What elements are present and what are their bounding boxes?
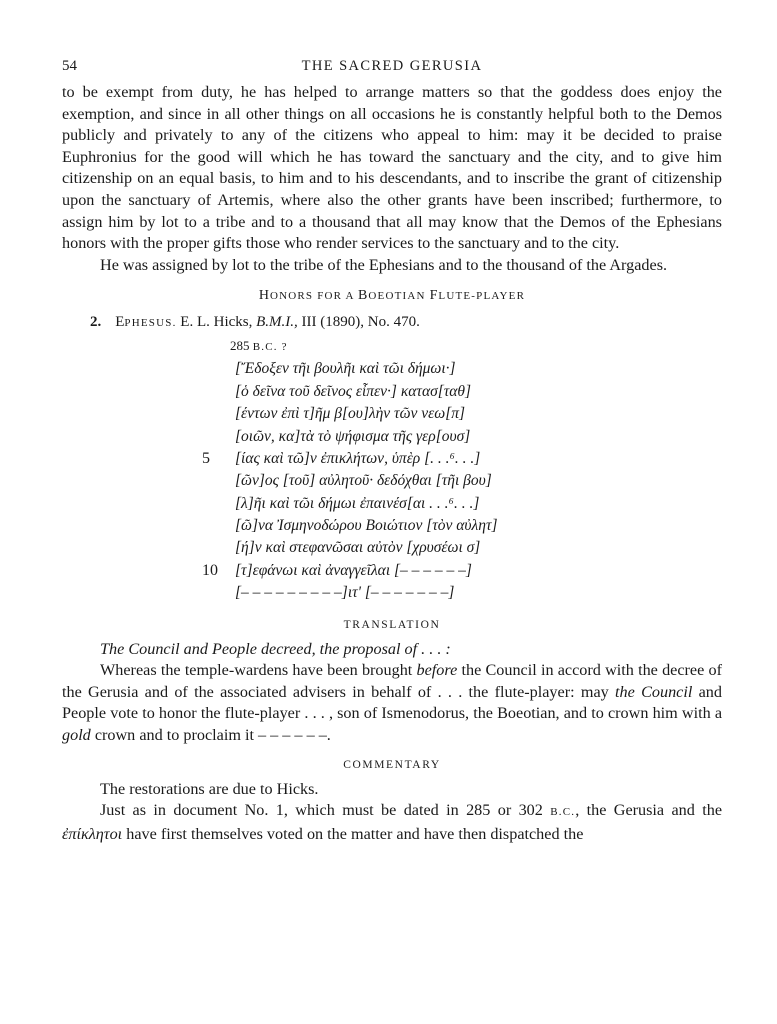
line-number: 5 bbox=[202, 449, 210, 467]
greek-text: [έντων ἐπὶ τ]ῆμ β[ου]λὴν τῶν νεω[π] bbox=[235, 405, 466, 423]
translation-paragraph bbox=[62, 660, 722, 746]
translation-text-d: crown and to proclaim it – – – – – –. bbox=[90, 726, 331, 745]
section-heading-initial-b: B bbox=[358, 288, 369, 304]
commentary-greek-term: ἐπίκλητοι bbox=[62, 824, 123, 843]
greek-line bbox=[202, 405, 722, 427]
intro-paragraph-2: He was assigned by lot to the tribe of the Ephesians and to the thousand of the Argades. bbox=[100, 255, 668, 274]
greek-text: [Ἔδοξεν τῆι βουλῆι καὶ τῶι δήμωι·] bbox=[235, 360, 456, 378]
translation-heading: TRANSLATION bbox=[343, 618, 441, 631]
section-heading-part-3: LUTE-PLAYER bbox=[438, 290, 526, 303]
page-number: 54 bbox=[62, 58, 77, 74]
date-era: B.C. ? bbox=[252, 341, 288, 354]
greek-line bbox=[202, 472, 722, 494]
document-number: 2. bbox=[90, 314, 102, 331]
greek-line bbox=[202, 584, 722, 606]
translation-opening: The Council and People decreed, the proposal of . . . : bbox=[100, 639, 451, 658]
citation-author: E. L. Hicks, bbox=[180, 314, 253, 331]
greek-line bbox=[202, 495, 722, 517]
greek-text: [ὁ δεῖνα τοῦ δεῖνος εἶπεν·] κατασ[ταθ] bbox=[235, 382, 472, 400]
translation-text-a: Whereas the temple-wardens have been brought bbox=[100, 661, 417, 680]
greek-inscription bbox=[202, 360, 722, 606]
citation-details: III (1890), No. 470. bbox=[301, 314, 420, 331]
greek-text: [λ]ῆι καὶ τῶι δήμωι ἐπαινέσ[αι . . .⁶. . .] bbox=[235, 494, 480, 512]
commentary-heading: COMMENTARY bbox=[343, 758, 441, 771]
line-number: 10 bbox=[202, 561, 218, 579]
greek-text: [οιῶν, κα]τὰ τὸ ψήφισμα τῆς γερ[ουσ] bbox=[235, 427, 471, 445]
commentary-text-c: have first themselves voted on the matter and have then dispatched the bbox=[122, 824, 584, 843]
document-reference bbox=[90, 314, 722, 336]
translation-emph-council: the Council bbox=[615, 682, 693, 701]
commentary-text-a: Just as in document No. 1, which must be dated in 285 or 302 bbox=[100, 801, 551, 820]
commentary-paragraph-2 bbox=[62, 800, 722, 845]
intro-paragraph-1: to be exempt from duty, he has helped to arrange matters so that the goddess does enjoy the exemption, and since in all other things on all occasions he is constantly helpful both to the Demos publicly and privately to any of the citizens who appeal to him: may it be decided to praise Euphronius for the good will which he has toward the sanctuary and the city, and to give him citizenship on an equal basis, to him and to his descendants, and to inscribe the grant of citizenship upon the sanctuary of Artemis, where also the other grants have been inscribed; furthermore, to assign him by lot to a tribe and to a thousand that all may know that the Demos of the Ephesians honors with the proper gifts those who render services to the sanctuary and to the city. bbox=[62, 83, 722, 253]
translation-emph-gold: gold bbox=[62, 726, 91, 745]
section-heading-initial-f: F bbox=[429, 288, 439, 304]
section-heading-part-2: OEOTIAN bbox=[368, 290, 430, 303]
translation-text-b: the Council in accord with the decree of the Gerusia and of the associated advisers in behalf of . . . the flute-player: may bbox=[62, 661, 722, 701]
greek-text: [ῶν]ος [τοῦ] αὐλητοῦ· δεδόχθαι [τῆι βου] bbox=[235, 472, 492, 490]
greek-line bbox=[202, 360, 722, 382]
greek-line bbox=[202, 539, 722, 561]
translation-emph-before: before bbox=[416, 661, 458, 680]
translation-text-c: and People vote to honor the flute-player . . . , son of Ismenodorus, the Boeotian, and to crown him with a bbox=[62, 682, 722, 723]
page bbox=[62, 58, 722, 845]
document-place-initial: E bbox=[115, 314, 125, 331]
greek-line bbox=[202, 428, 722, 450]
greek-line bbox=[202, 517, 722, 539]
greek-line bbox=[202, 383, 722, 405]
document-place: PHESUS. bbox=[124, 317, 177, 330]
section-heading-part: ONORS FOR A bbox=[269, 290, 359, 303]
section-heading-initial: H bbox=[258, 288, 270, 304]
greek-text: [τ]εφάνωι καὶ ἀναγγεῖλαι [– – – – – –] bbox=[235, 561, 472, 579]
greek-text: [ῶ]να Ἰσμηνοδώρου Βοιώτιον [τὸν αὐλητ] bbox=[235, 517, 498, 535]
greek-text: [– – – – – – – – –]ιτ' [– – – – – – –] bbox=[235, 584, 455, 602]
commentary-era: B.C. bbox=[550, 806, 576, 819]
document-date bbox=[230, 338, 722, 360]
greek-line bbox=[202, 562, 722, 584]
running-head bbox=[62, 58, 722, 82]
commentary-text-b: , the Gerusia and the bbox=[575, 801, 722, 820]
greek-text: [ίας καὶ τῶ]ν ἐπικλήτων, ὑπὲρ [. . .⁶. . .] bbox=[235, 449, 481, 467]
citation-work: B.M.I., bbox=[256, 314, 298, 331]
section-heading bbox=[62, 288, 722, 304]
greek-text: [ή]ν καὶ στεφανῶσαι αὐτὸν [χρυσέωι σ] bbox=[235, 539, 481, 557]
greek-line bbox=[202, 450, 722, 472]
running-title: THE SACRED GERUSIA bbox=[301, 58, 483, 74]
date-number: 285 bbox=[230, 338, 250, 354]
commentary-paragraph-1: The restorations are due to Hicks. bbox=[100, 779, 319, 798]
